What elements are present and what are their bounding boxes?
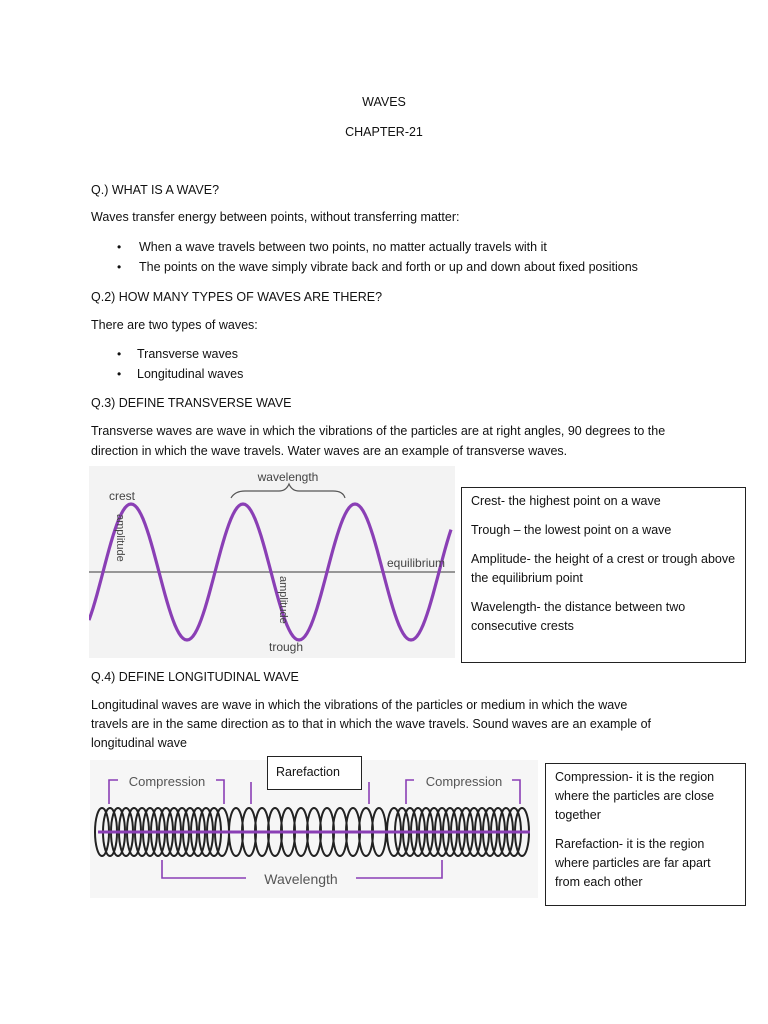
amplitude-middle-label: amplitude (277, 576, 289, 624)
q3-definition-line-1: Transverse waves are wave in which the vibrations of the particles are at right angles, 90 degrees to the (91, 424, 666, 438)
wavelength-label: wavelength (257, 470, 319, 484)
wavelength-definition: Wavelength- the distance between two consecutive crests (471, 600, 686, 633)
crest-label: crest (109, 489, 136, 503)
wavelength-label: Wavelength (264, 871, 338, 887)
trough-label: trough (269, 640, 304, 654)
q1-heading: Q.) WHAT IS A WAVE? (91, 183, 220, 197)
compression-left-label: Compression (128, 774, 206, 789)
rarefaction-callout-label: Rarefaction (276, 765, 340, 779)
q2-bullet-1: Transverse waves (137, 347, 238, 361)
transverse-wave-figure (89, 466, 455, 658)
bullet-icon: • (117, 347, 122, 361)
trough-definition: Trough – the lowest point on a wave (471, 523, 672, 537)
bullet-icon: • (117, 367, 122, 381)
q4-heading: Q.4) DEFINE LONGITUDINAL WAVE (91, 670, 299, 684)
page-title: WAVES (362, 95, 406, 109)
q2-heading: Q.2) HOW MANY TYPES OF WAVES ARE THERE? (91, 290, 383, 304)
chapter-title: CHAPTER-21 (345, 125, 423, 139)
transverse-definitions-box (461, 487, 746, 663)
q3-definition-line-2: direction in which the wave travels. Water waves are an example of transverse waves. (91, 444, 568, 458)
compression-definition: Compression- it is the region where the particles are close together (555, 770, 715, 822)
crest-definition: Crest- the highest point on a wave (471, 494, 661, 508)
compression-right-label: Compression (425, 774, 503, 789)
q1-bullet-1: When a wave travels between two points, no matter actually travels with it (139, 240, 547, 254)
bullet-icon: • (117, 240, 122, 254)
equilibrium-label: equilibrium (387, 556, 446, 570)
longitudinal-definitions-box (545, 763, 746, 906)
bullet-icon: • (117, 260, 122, 274)
rarefaction-definition: Rarefaction- it is the region where particles are far apart from each other (555, 837, 711, 889)
q3-heading: Q.3) DEFINE TRANSVERSE WAVE (91, 396, 292, 410)
q1-bullet-2: The points on the wave simply vibrate back and forth or up and down about fixed positions (139, 260, 638, 274)
q1-intro: Waves transfer energy between points, without transferring matter: (91, 210, 460, 224)
amplitude-definition: Amplitude- the height of a crest or trough above the equilibrium point (471, 552, 736, 585)
rarefaction-callout (267, 756, 362, 790)
q2-intro: There are two types of waves: (91, 318, 258, 332)
q4-definition-line-3: longitudinal wave (91, 736, 187, 750)
amplitude-left-label: amplitude (114, 514, 126, 562)
q4-definition-line-2: travels are in the same direction as to that in which the wave travels. Sound waves are an example of (91, 717, 652, 731)
q2-bullet-2: Longitudinal waves (137, 367, 244, 381)
q4-definition-line-1: Longitudinal waves are wave in which the vibrations of the particles or medium in which the wave (91, 698, 628, 712)
